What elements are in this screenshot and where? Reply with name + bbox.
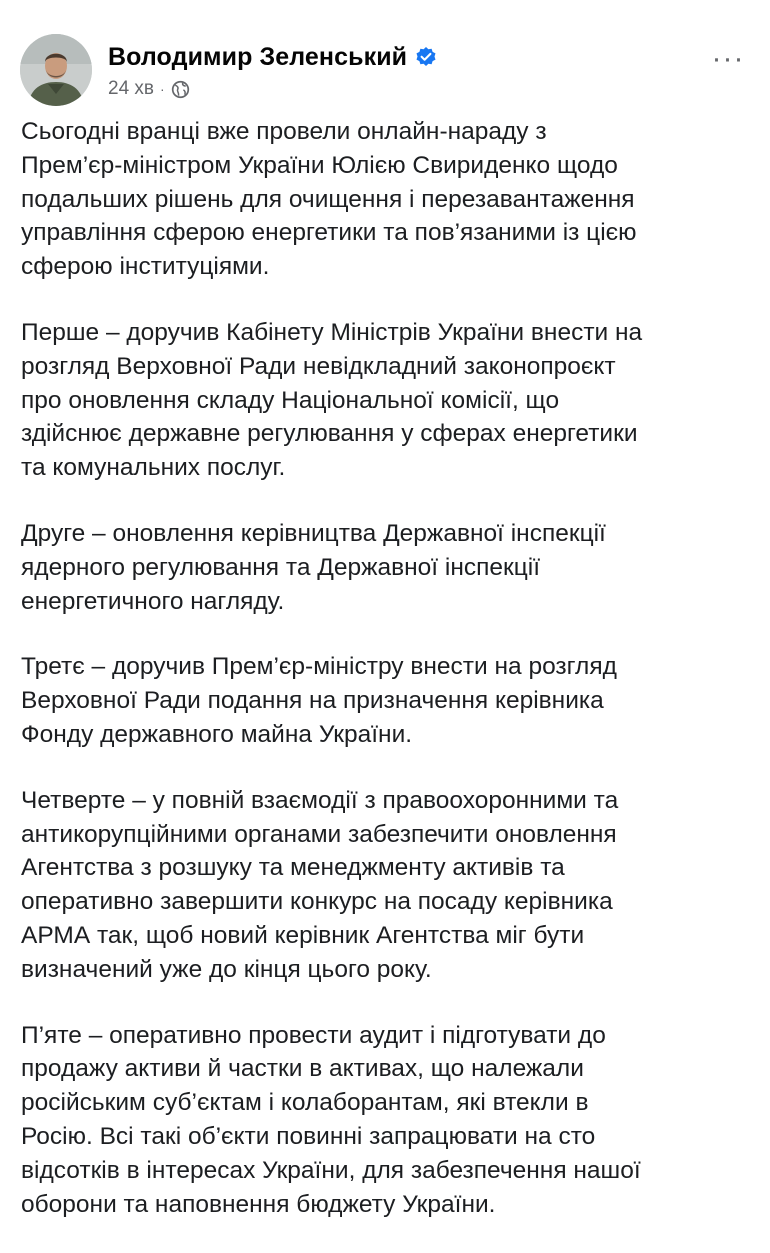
post-meta [108,78,437,100]
verified-badge-icon [415,46,437,68]
post-paragraph: П’яте – оперативно провести аудит і підготувати до продажу активи й частки в активах, що належали російським суб’єктам і колаборантам, які втекли в Росію. Всі такі об’єкти повинні запрацювати на сто відсотків в інтересах України, для забезпечення нашої оборони та наповнення бюджету України. [21,1021,641,1218]
post-time[interactable]: 24 хв [108,78,155,99]
author-block [108,42,437,100]
post-paragraph: Сьогодні вранці вже провели онлайн-нараду з Прем’єр-міністром України Юлією Свириденко щодо подальших рішень для очищення і перезавантаження управління сферою енергетики та пов’язаними із цією сферою інституціями. [21,118,637,281]
more-options-icon[interactable]: ··· [711,42,745,75]
post-paragraph: Перше – доручив Кабінету Міністрів України внести на розгляд Верховної Ради невідкладний законопроєкт про оновлення складу Національної комісії, що здійснює державне регулювання у сферах енергетики та комунальних послуг. [21,318,643,482]
post-header [20,34,756,110]
globe-icon[interactable] [171,80,190,99]
meta-separator: · [160,81,165,97]
post-paragraph: Четверте – у повній взаємодії з правоохоронними та антикорупційними органами забезпечити оновлення Агентства з розшуку та менеджменту активів та оперативно завершити конкурс на посаду керівника АРМА так, щоб новий керівник Агентства міг бути визначений уже до кінця цього року. [21,786,619,983]
post-paragraph: Друге – оновлення керівництва Державної інспекції ядерного регулювання та Державної інспекції енергетичного нагляду. [21,519,606,615]
post-text [21,115,751,1253]
avatar[interactable] [20,34,92,106]
post-paragraph: Третє – доручив Прем’єр-міністру внести на розгляд Верховної Ради подання на призначення керівника Фонду державного майна України. [21,653,617,748]
author-name[interactable]: Володимир Зеленський [108,42,408,71]
